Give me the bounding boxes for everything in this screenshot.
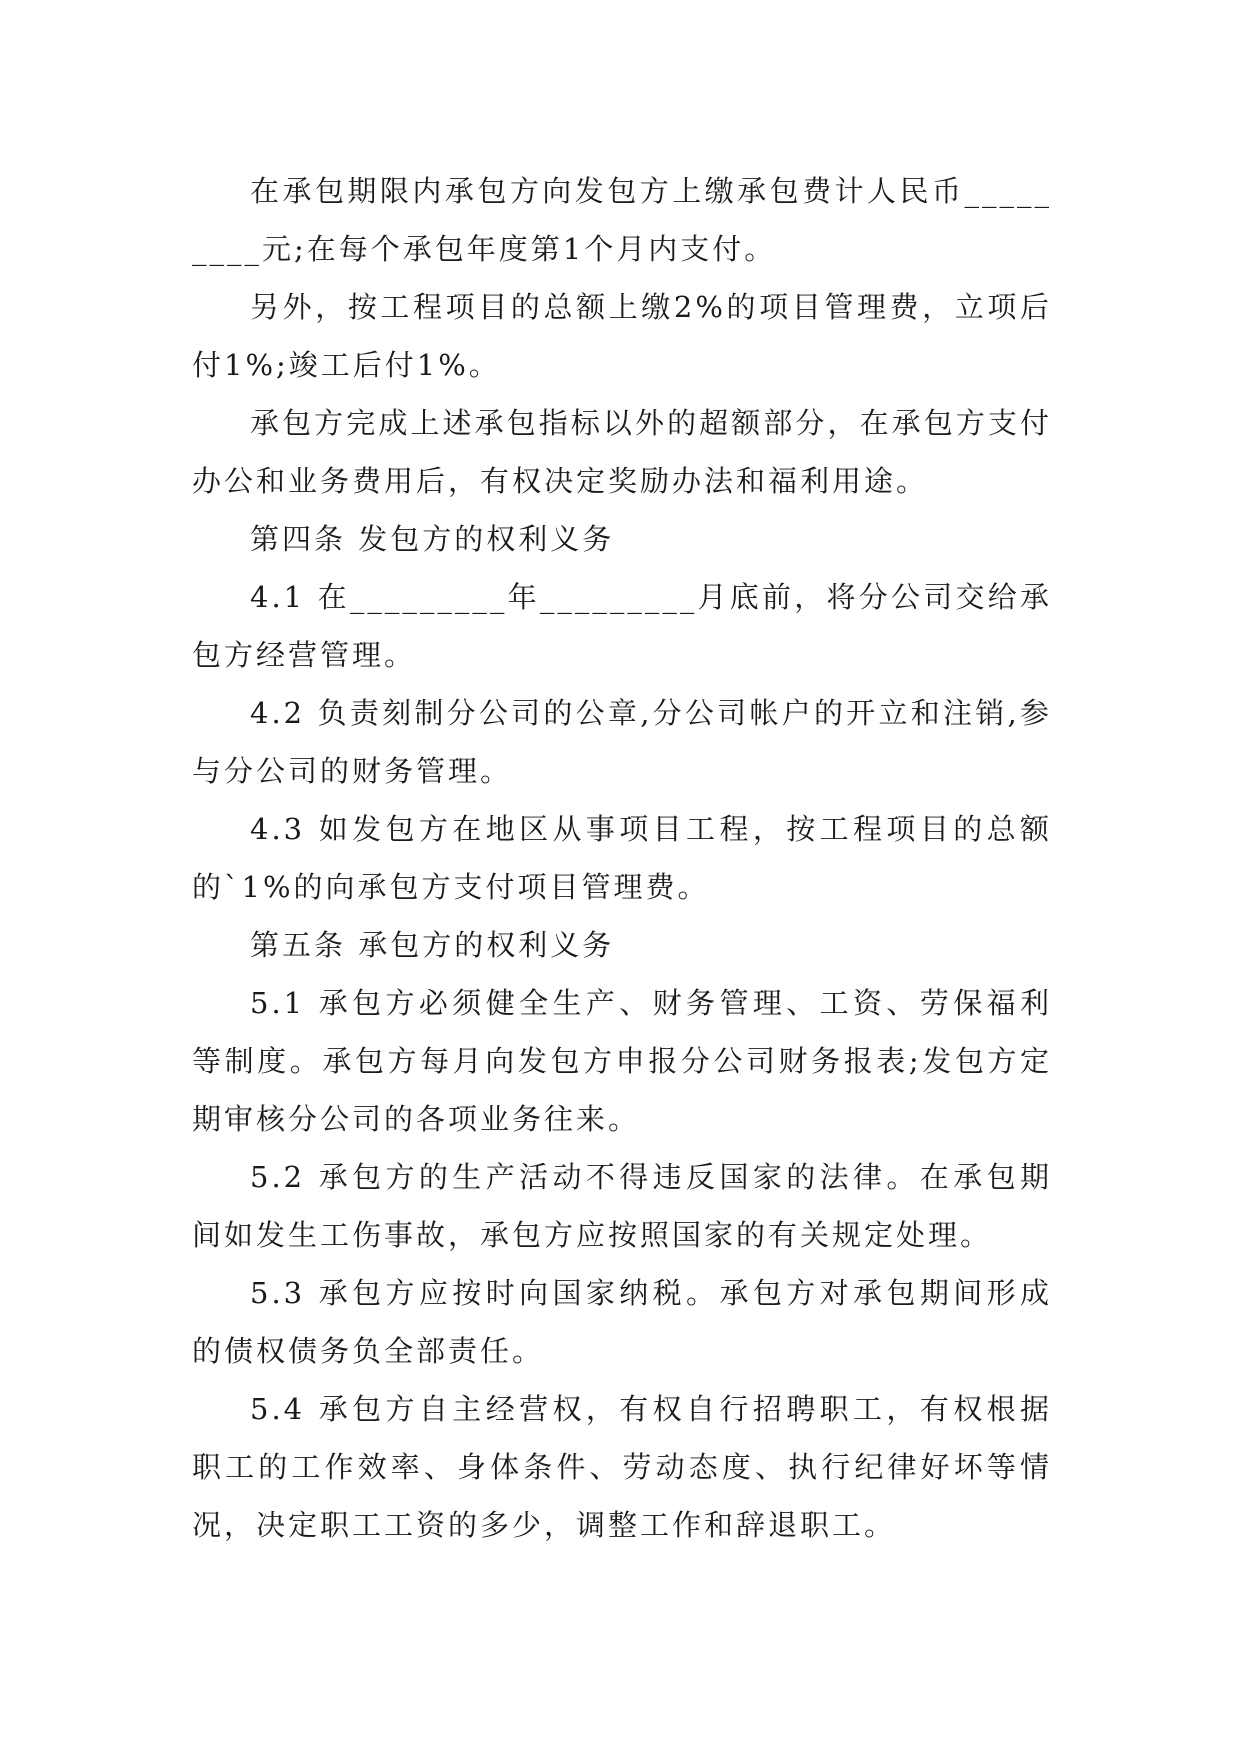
clause-4-2: 4.2 负责刻制分公司的公章,分公司帐户的开立和注销,参与分公司的财务管理。 <box>192 696 1052 788</box>
section-heading-article-5: 第五条 承包方的权利义务 <box>250 928 615 962</box>
clause-5-3: 5.3 承包方应按时向国家纳税。承包方对承包期间形成的债权债务负全部责任。 <box>192 1276 1052 1368</box>
clause-5-2: 5.2 承包方的生产活动不得违反国家的法律。在承包期间如发生工伤事故，承包方应按照国家的有关规定处理。 <box>192 1160 1052 1252</box>
paragraph-contract-fee: 在承包期限内承包方向发包方上缴承包费计人民币_________元;在每个承包年度第1个月内支付。 <box>192 174 1052 266</box>
paragraph-management-fee: 另外，按工程项目的总额上缴2%的项目管理费，立项后付1%;竣工后付1%。 <box>192 290 1052 382</box>
section-heading-article-4: 第四条 发包方的权利义务 <box>250 522 615 556</box>
clause-4-1: 4.1 在_________年_________月底前，将分公司交给承包方经营管理。 <box>192 580 1052 672</box>
clause-4-3: 4.3 如发包方在地区从事项目工程，按工程项目的总额的`1%的向承包方支付项目管理费。 <box>192 812 1052 904</box>
clause-5-4: 5.4 承包方自主经营权，有权自行招聘职工，有权根据职工的工作效率、身体条件、劳动态度、执行纪律好坏等情况，决定职工工资的多少，调整工作和辞退职工。 <box>192 1392 1052 1542</box>
paragraph-excess-part: 承包方完成上述承包指标以外的超额部分，在承包方支付办公和业务费用后，有权决定奖励办法和福利用途。 <box>192 406 1052 498</box>
document-body <box>192 162 1052 1554</box>
clause-5-1: 5.1 承包方必须健全生产、财务管理、工资、劳保福利等制度。承包方每月向发包方申报分公司财务报表;发包方定期审核分公司的各项业务往来。 <box>192 986 1052 1136</box>
